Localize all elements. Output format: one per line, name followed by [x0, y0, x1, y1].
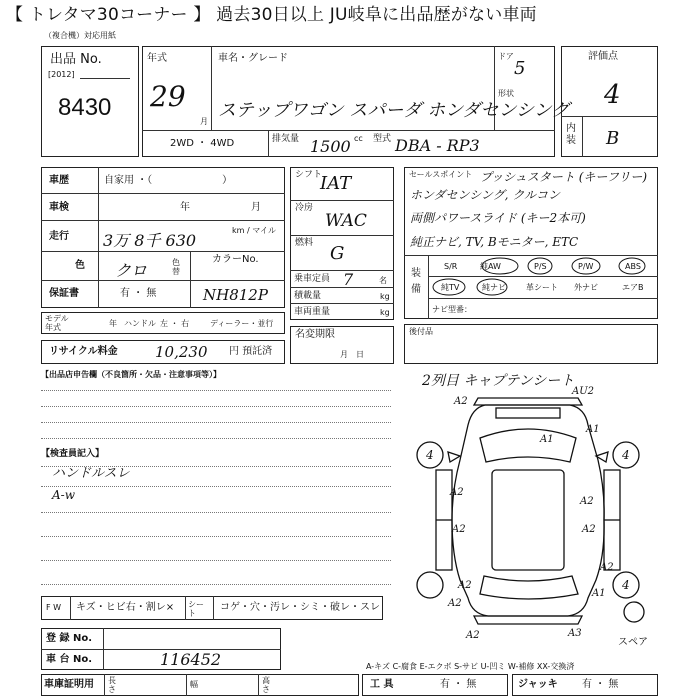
weight-unit: kg — [380, 308, 390, 317]
windshield — [480, 429, 576, 462]
inspector-line-1: ハンドルスレ — [52, 466, 130, 481]
header-banner — [0, 0, 700, 30]
color-value: クロ — [115, 261, 148, 280]
equip-tv: 純TV — [441, 283, 460, 292]
wheel-rear-left — [417, 572, 443, 598]
equip-pw: P/W — [578, 262, 594, 271]
mark-front-top: AU2 — [572, 386, 595, 397]
equipment-label: 装備 — [411, 268, 421, 295]
name-label: 車名・グレード — [218, 53, 288, 64]
circle-alloy — [482, 258, 518, 274]
mark-wheel-rr: 4 — [622, 578, 630, 592]
mark-left-rear: A2 — [452, 524, 466, 535]
history-options: 自家用 ・（ ） — [104, 175, 233, 186]
mark-right-rear: A2 — [582, 524, 596, 535]
model-value: DBA - RP3 — [395, 136, 480, 155]
history-label: 車歴 — [49, 175, 69, 186]
banner-text: 【 トレタマ30コーナー 】 過去30日以上 JU岐阜に出品歴がない車両 — [6, 5, 537, 25]
cert-label: 車庫証明用 — [44, 679, 94, 690]
equip-sr: S/R — [444, 262, 458, 271]
warranty-options: 有 ・ 無 — [120, 288, 157, 299]
equip-alloy: 純AW — [480, 262, 501, 271]
interior-value: B — [606, 128, 620, 149]
model-year-label: モデル年式 — [45, 314, 69, 332]
navi-model-label: ナビ型番： — [432, 305, 472, 314]
circle-abs — [619, 258, 645, 274]
tools-options: 有 ・ 無 — [440, 679, 477, 690]
load-label: 積載量 — [294, 291, 322, 301]
doors-label: ドア — [498, 52, 514, 61]
rear-window — [480, 576, 578, 599]
ac-value: WAC — [325, 211, 367, 231]
spare-label: スペア — [618, 637, 648, 648]
equip-abs: ABS — [625, 262, 641, 271]
circle-tv — [433, 279, 465, 295]
frame-label: 車 台 No. — [46, 654, 93, 665]
sub-note: （複合機）対応用紙 — [44, 31, 116, 40]
car-damage-diagram — [400, 380, 680, 640]
mark-right-front: A1 — [586, 424, 600, 435]
selling-point-3: 両側パワースライド (キー2本可) — [410, 211, 586, 225]
cert-length: 長さ — [108, 676, 116, 694]
circle-ps — [528, 258, 552, 274]
month-suffix: 月 — [200, 117, 208, 126]
equip-ext-navi: 外ナビ — [574, 283, 598, 292]
damage-legend: A-キズ C-腐食 E-エクボ S-サビ U-凹ミ W-補修 XX-交換済 — [366, 662, 575, 671]
selling-points-label: セールスポイント — [409, 170, 473, 179]
weight-label: 車両重量 — [294, 307, 331, 317]
selling-point-4: 純正ナビ, TV, Bモニター, ETC — [410, 235, 579, 249]
note-lines — [41, 390, 391, 600]
mark-roof-front: A2 — [454, 396, 468, 407]
selling-point-1: プッシュスタート (キーフリー) — [480, 170, 648, 184]
frame-value: 116452 — [160, 650, 222, 669]
equipment-circles — [404, 255, 658, 319]
rear-bumper — [474, 616, 582, 624]
equip-leather: 革シート — [526, 283, 558, 292]
doors-value: 5 — [514, 58, 526, 79]
left-mirror — [448, 452, 460, 462]
mark-right-mid: A2 — [580, 496, 594, 507]
displacement-value: 1500 — [310, 137, 351, 156]
ac-label: 冷房 — [295, 203, 314, 213]
inspector-label: 【検査員記入】 — [41, 449, 105, 459]
displacement-label: 排気量 — [272, 134, 300, 144]
spare-tire — [624, 602, 644, 622]
damage-label: キズ・ヒビ右・割レ× — [76, 602, 175, 613]
mark-front-right: A1 — [540, 434, 554, 445]
year-value: 29 — [150, 80, 186, 113]
mark-rear-right-2: A1 — [592, 588, 606, 599]
color-label: 色 — [75, 260, 85, 271]
mark-left-front: A2 — [450, 487, 464, 498]
lot-number: 8430 — [58, 94, 112, 121]
recycle-note: 円 預託済 — [229, 346, 273, 357]
lot-year-stamp: [2012] — [48, 70, 75, 79]
tools-label: 工 具 — [370, 679, 394, 690]
interior-label: 内装 — [566, 123, 576, 146]
model-label: 型式 — [373, 134, 392, 144]
mark-rear-right: A2 — [600, 562, 614, 573]
seat-options: コゲ・穴・汚レ・シミ・破レ・スレ — [220, 602, 380, 613]
score-label: 評価点 — [588, 51, 618, 62]
mark-rear-bottom: A2 — [466, 630, 480, 640]
selling-point-2: ホンダセンシング, クルコン — [410, 188, 560, 202]
mileage-value: 3万 8千 630 — [103, 231, 197, 250]
mark-rear-left: A2 — [458, 580, 472, 591]
import-label: ディーラー・並行 — [210, 319, 274, 328]
mileage-label: 走行 — [49, 231, 69, 242]
warranty-label: 保証書 — [49, 288, 79, 299]
inspection-year: 年 — [180, 202, 190, 213]
model-year-unit: 年 — [109, 319, 117, 328]
color-no-value: NH812P — [203, 286, 268, 304]
jack-options: 有 ・ 無 — [582, 679, 619, 690]
inspection-month: 月 — [251, 202, 261, 213]
reg-label: 登 録 No. — [46, 633, 93, 644]
fuel-label: 燃料 — [295, 238, 314, 248]
drive-label: 2WD ・ 4WD — [170, 138, 235, 149]
handle-options: 左 ・ 右 — [160, 319, 190, 328]
mark-rear-bumper: A3 — [568, 628, 582, 639]
inspector-line-2: A-w — [52, 488, 75, 502]
equip-navi: 純ナビ — [482, 283, 506, 292]
circle-pw — [572, 258, 600, 274]
capacity-unit: 名 — [379, 276, 387, 285]
mileage-units: km / マイル — [232, 226, 277, 235]
car-body-outline — [452, 405, 604, 616]
mark-wheel-fl: 4 — [426, 448, 434, 462]
shift-value: IAT — [320, 173, 352, 194]
diagram-title: 2列目 キャプテンシート — [422, 373, 575, 389]
roof — [492, 470, 564, 570]
name-change-label: 名変期限 — [295, 329, 335, 340]
jack-label: ジャッキ — [518, 679, 558, 690]
aftermarket-box — [404, 324, 658, 364]
hood-vents — [496, 408, 560, 418]
circle-navi — [477, 279, 507, 295]
displacement-unit: cc — [354, 134, 363, 143]
aftermarket-label: 後付品 — [409, 327, 433, 336]
year-label: 年式 — [147, 53, 167, 64]
equip-ps: P/S — [534, 262, 547, 271]
equip-airbag: エアB — [622, 283, 644, 292]
recycle-value: 10,230 — [155, 343, 208, 361]
color-no-label: カラーNo. — [212, 254, 259, 265]
color-change: 色替 — [172, 258, 180, 276]
load-unit: kg — [380, 292, 390, 301]
capacity-label: 乗車定員 — [294, 274, 331, 284]
seat-label: シート — [188, 600, 204, 618]
capacity-value: 7 — [343, 270, 354, 289]
handle-label: ハンドル — [124, 319, 156, 328]
seller-notes-label: 【出品店申告欄（不良箇所・欠品・注意事項等）】 — [41, 370, 221, 379]
mark-rear-left-2: A2 — [448, 598, 462, 609]
recycle-label: リサイクル料金 — [49, 346, 118, 357]
fw-label: F W — [46, 603, 62, 612]
front-bumper — [474, 398, 582, 405]
fuel-value: G — [330, 243, 345, 264]
cert-width: 幅 — [190, 680, 198, 689]
name-value: ステップワゴン スパーダ ホンダセンシング — [218, 100, 570, 121]
cert-height: 高さ — [262, 676, 270, 694]
lot-label: 出品 No. — [50, 52, 102, 67]
shift-label: シフト — [295, 170, 323, 180]
inspection-label: 車検 — [49, 202, 69, 213]
mark-wheel-fr: 4 — [622, 448, 630, 462]
name-change-unit: 月 日 — [340, 350, 364, 359]
shape-label: 形状 — [498, 89, 514, 98]
score-value: 4 — [604, 80, 621, 110]
